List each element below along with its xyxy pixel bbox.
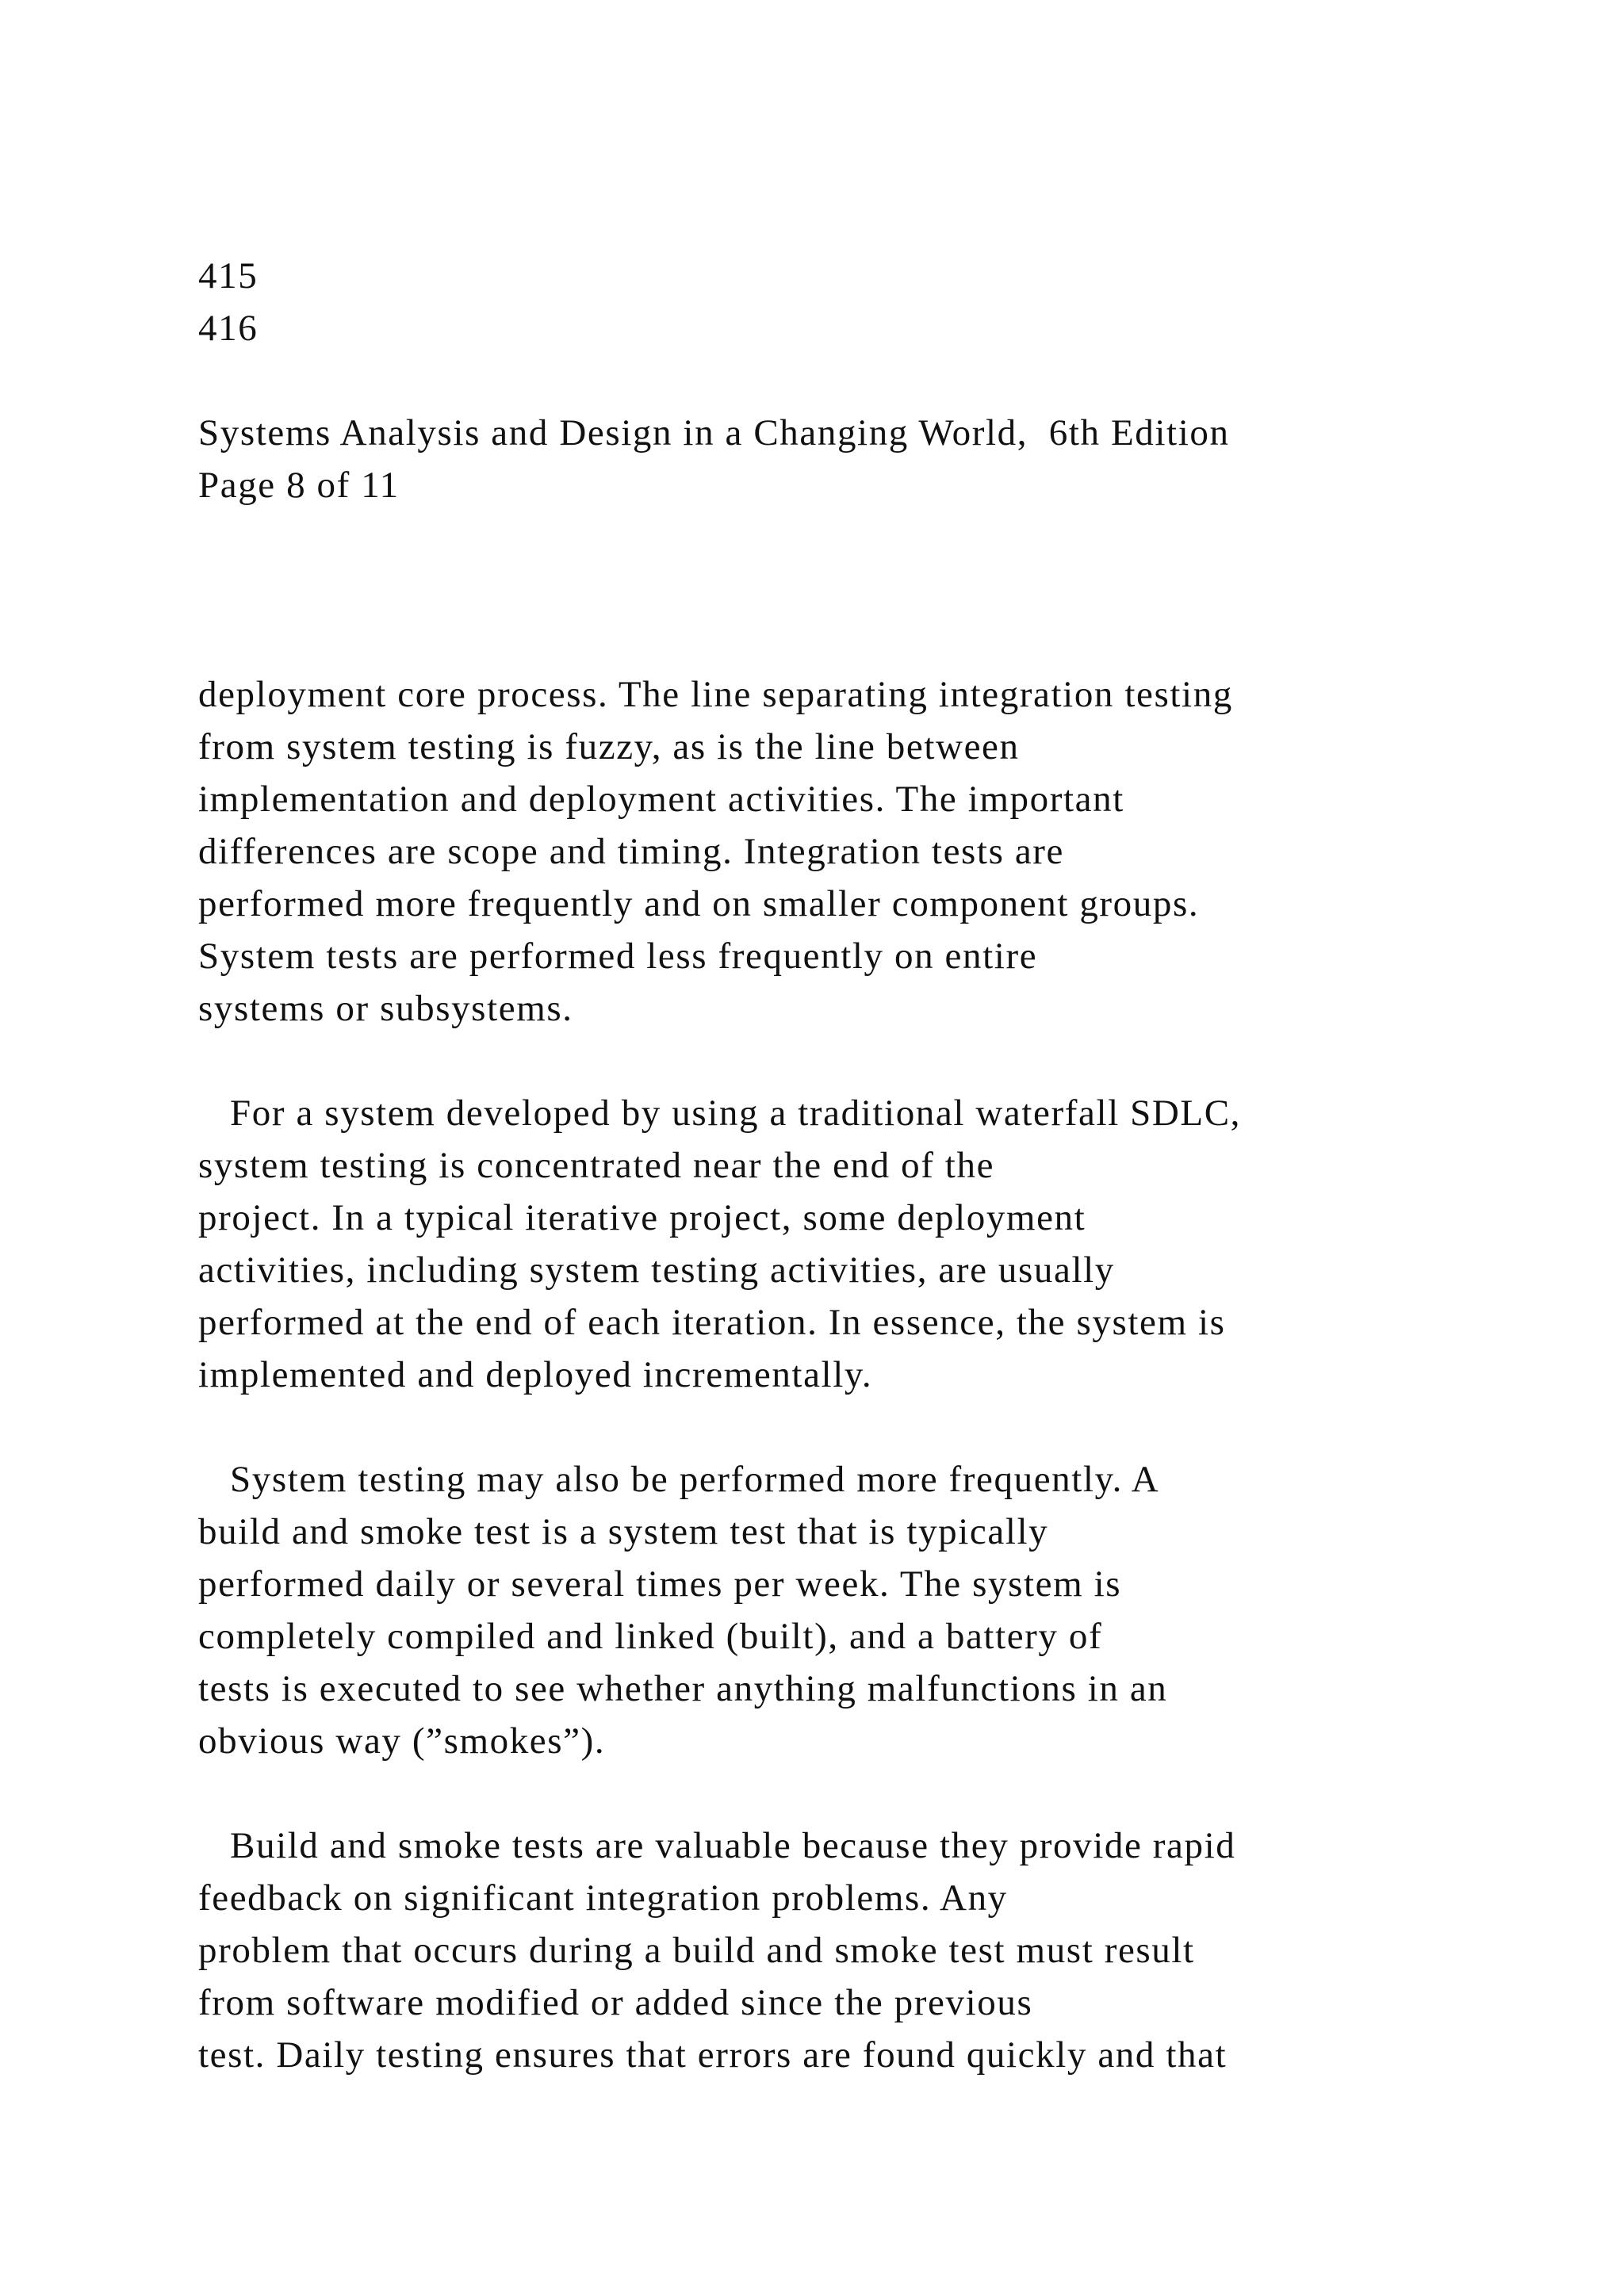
paragraph-3-line-6: obvious way (”smokes”). — [198, 1720, 606, 1762]
paragraph-2-line-5: performed at the end of each iteration. In essence, the system is — [198, 1302, 1226, 1343]
paragraph-4-line-4: from software modified or added since the previous — [198, 1982, 1033, 2023]
line-number-415: 415 — [198, 255, 259, 297]
paragraph-1-line-6: System tests are performed less frequently on entire — [198, 936, 1038, 977]
paragraph-3-line-1: System testing may also be performed more frequently. A — [198, 1459, 1160, 1500]
paragraph-3-line-3: performed daily or several times per week. The system is — [198, 1563, 1122, 1605]
paragraph-1-line-2: from system testing is fuzzy, as is the line between — [198, 726, 1020, 767]
paragraph-1-line-4: differences are scope and timing. Integration tests are — [198, 831, 1065, 872]
paragraph-4-line-3: problem that occurs during a build and smoke test must result — [198, 1930, 1195, 1971]
paragraph-4-line-5: test. Daily testing ensures that errors are found quickly and that — [198, 2034, 1228, 2076]
page-label: Page 8 of 11 — [198, 465, 400, 506]
paragraph-2-line-6: implemented and deployed incrementally. — [198, 1354, 873, 1395]
paragraph-1-line-3: implementation and deployment activities. The important — [198, 779, 1124, 820]
paragraph-3-line-5: tests is executed to see whether anything malfunctions in an — [198, 1668, 1168, 1709]
paragraph-4-line-1: Build and smoke tests are valuable because they provide rapid — [198, 1825, 1236, 1866]
book-title: Systems Analysis and Design in a Changing World, 6th Edition — [198, 412, 1230, 453]
paragraph-1-line-5: performed more frequently and on smaller component groups. — [198, 883, 1200, 924]
paragraph-2-line-1: For a system developed by using a traditional waterfall SDLC, — [198, 1093, 1242, 1134]
paragraph-4-line-2: feedback on significant integration problems. Any — [198, 1877, 1008, 1919]
paragraph-2-line-2: system testing is concentrated near the end of the — [198, 1145, 995, 1186]
paragraph-2-line-4: activities, including system testing activities, are usually — [198, 1249, 1115, 1291]
paragraph-1-line-7: systems or subsystems. — [198, 988, 573, 1029]
line-number-416: 416 — [198, 308, 259, 349]
paragraph-2-line-3: project. In a typical iterative project, some deployment — [198, 1197, 1086, 1238]
paragraph-3-line-4: completely compiled and linked (built), and a battery of — [198, 1616, 1103, 1657]
paragraph-3-line-2: build and smoke test is a system test that is typically — [198, 1511, 1049, 1552]
paragraph-1-line-1: deployment core process. The line separating integration testing — [198, 674, 1233, 715]
